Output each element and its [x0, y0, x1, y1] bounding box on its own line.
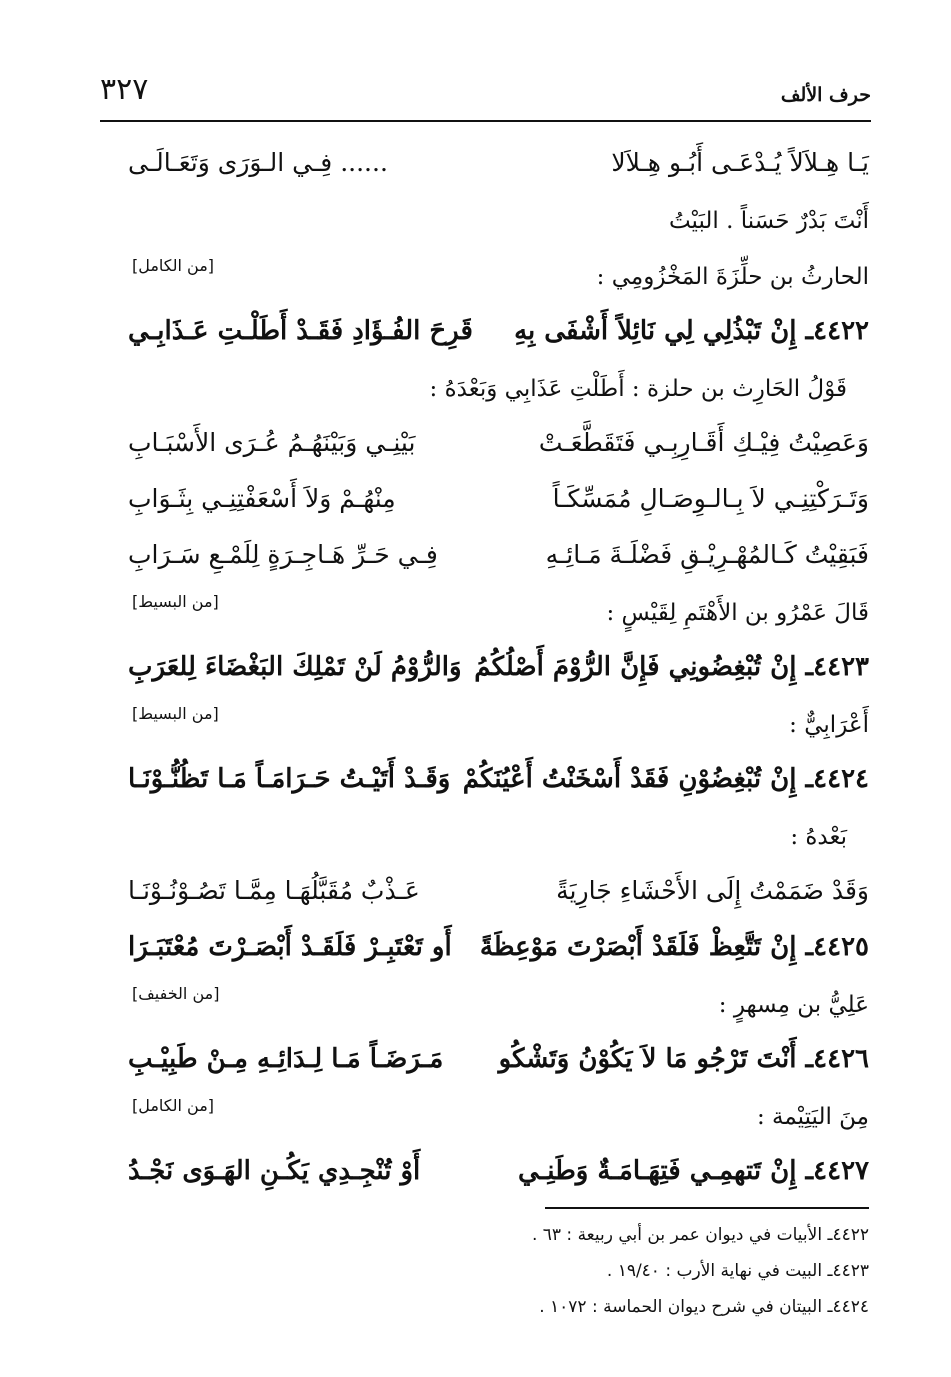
verse-second-hemistich: عَـذْبٌ مُقَبَّلُهَـا مِمَّـا تَصُـوْنُـوْنَـا	[128, 876, 420, 905]
verse-first-hemistich: ٤٤٢٢ـ إِنْ تَبْذُلِي لِي نَائِلاً أَشْفَى بِهِ	[514, 316, 869, 346]
verse-second-hemistich: بَيْنِـي وَبَيْنَهُـمُ عُـرَى الأَسْبَـابِ	[128, 428, 416, 457]
verse-line	[110, 1148, 869, 1204]
prose-text: مِنَ اليَتِيْمة :	[756, 1104, 869, 1130]
prose-line	[110, 1092, 869, 1148]
header-rule	[100, 120, 871, 122]
footnotes	[532, 1225, 869, 1333]
prose-text: أَنْتَ بَدْرٌ حَسَناً . البَيْتُ	[668, 208, 869, 234]
prose-line	[110, 364, 869, 420]
verse-line	[110, 924, 869, 980]
verse-first-hemistich: فَبَقِيْتُ كَـالمُهْـرِيْـقِ فَضْلَـةَ مَـائِـهِ	[545, 540, 869, 569]
verse-line	[110, 140, 869, 196]
verse-second-hemistich: فِـي حَـرِّ هَـاجِـرَةٍ لِلَمْـعِ سَـرَابِ	[128, 540, 438, 569]
verse-second-hemistich: أَوْ تُنْجِـدِي يَكُـنِ الهَـوَى نَجْـدُ	[128, 1156, 421, 1186]
poetry-body	[110, 140, 869, 1204]
verse-line	[110, 644, 869, 700]
prose-line	[110, 252, 869, 308]
meter-label: [من الكامل]	[132, 1096, 215, 1115]
verse-line	[110, 532, 869, 588]
prose-text: قَوْلُ الحَارِث بن حلزة : أَطَلْتِ عَذَابِي وَبَعْدَهُ :	[429, 376, 847, 402]
verse-second-hemistich: أَو تَعْتَبِـرْ فَلَقَـدْ أَبْصَـرْتَ مُعْتَبَـرَا	[128, 932, 452, 962]
verse-line	[110, 1036, 869, 1092]
verse-second-hemistich: مَـرَضَـاً مَـا لِـدَائِـهِ مِـنْ طَبِيْـبِ	[128, 1044, 444, 1074]
prose-text: بَعْدهُ :	[790, 824, 847, 850]
verse-first-hemistich: وَقَدْ ضَمَمْتُ إِلَى الأَحْشَاءِ جَارِيَةً	[556, 876, 869, 905]
prose-line	[110, 812, 869, 868]
prose-line	[110, 700, 869, 756]
verse-first-hemistich: وَتَـرَكْتِنِـي لاَ بِـالـوِصَـالِ مُمَسِّكَـاً	[552, 484, 869, 513]
verse-second-hemistich: وَالرُّوْمُ لَنْ تَمْلِكَ البَغْضَاءَ لِلعَرَبِ	[128, 652, 462, 682]
prose-line	[110, 980, 869, 1036]
verse-first-hemistich: ٤٤٢٦ـ أَنْتَ تَرْجُو مَا لاَ يَكُوْنُ وَتَشْكُو	[498, 1044, 869, 1074]
verse-second-hemistich: قَرِحَ الفُـؤَادِ فَقَـدْ أَطَلْـتِ عَـذَابِـي	[128, 316, 473, 346]
prose-text: الحارثُ بن حلِّزَةَ المَخْزُومِي :	[596, 264, 869, 290]
prose-text: أَعْرَابِيٌّ :	[789, 712, 869, 738]
verse-second-hemistich: ...... فِـي الـوَرَى وَتَعَـالَـى	[128, 148, 388, 177]
prose-text: عَلِيُّ بن مِسهرٍ :	[718, 992, 869, 1018]
verse-second-hemistich: مِنْهُـمْ وَلاَ أَسْعَفْتِنِـي بِثَـوَابِ	[128, 484, 396, 513]
prose-text: قَالَ عَمْرُو بن الأَهْتَمِ لِقَيْسٍ :	[606, 600, 869, 626]
footnote-rule	[545, 1207, 869, 1209]
footnote-item: ٤٤٢٣ـ البيت في نهاية الأرب : ١٩/٤٠ .	[606, 1261, 869, 1281]
chapter-title: حرف الألف	[780, 84, 871, 106]
verse-line	[110, 476, 869, 532]
verse-second-hemistich: وَقَـدْ أَتَيْـتُ حَـرَامَـاً مَـا تَظُنُّـوْنَـا	[128, 764, 451, 794]
verse-first-hemistich: يَـا هِـلاَلاً يُـدْعَـى أَبُـو هِـلاَلا	[611, 148, 869, 177]
verse-first-hemistich: ٤٤٢٤ـ إِنْ تُبْغِضُوْنِ فَقَدْ أَسْخَنْتُ أَعْيُنَكُمْ	[462, 764, 869, 794]
prose-line	[110, 588, 869, 644]
meter-label: [من الكامل]	[132, 256, 215, 275]
verse-line	[110, 420, 869, 476]
verse-first-hemistich: ٤٤٢٧ـ إِنْ تَتهمِـي فَتِهَـامَـةٌ وَطَنِـي	[517, 1156, 869, 1186]
page-header	[100, 70, 871, 116]
verse-first-hemistich: ٤٤٢٥ـ إِنْ تَتَّعِظْ فَلَقَدْ أَبْصَرْتَ مَوْعِظَةً	[479, 932, 869, 962]
verse-line	[110, 308, 869, 364]
verse-first-hemistich: وَعَصِيْتُ فِيْـكِ أَقَـارِبِـي فَتَقَطَّعَـتْ	[538, 428, 869, 457]
prose-line	[110, 196, 869, 252]
verse-line	[110, 868, 869, 924]
verse-first-hemistich: ٤٤٢٣ـ إِنْ تُبْغِضُونِي فَإِنَّ الرُّوْمَ أَصْلُكُمُ	[474, 652, 869, 682]
meter-label: [من الخفيف]	[132, 984, 220, 1003]
footnote-item: ٤٤٢٢ـ الأبيات في ديوان عمر بن أبي ربيعة : ٦٣ .	[531, 1225, 869, 1245]
meter-label: [من البسيط]	[132, 592, 219, 611]
page-number: ٣٢٧	[100, 72, 149, 107]
verse-line	[110, 756, 869, 812]
footnote-item: ٤٤٢٤ـ البيتان في شرح ديوان الحماسة : ١٠٧٢ .	[539, 1297, 869, 1317]
meter-label: [من البسيط]	[132, 704, 219, 723]
